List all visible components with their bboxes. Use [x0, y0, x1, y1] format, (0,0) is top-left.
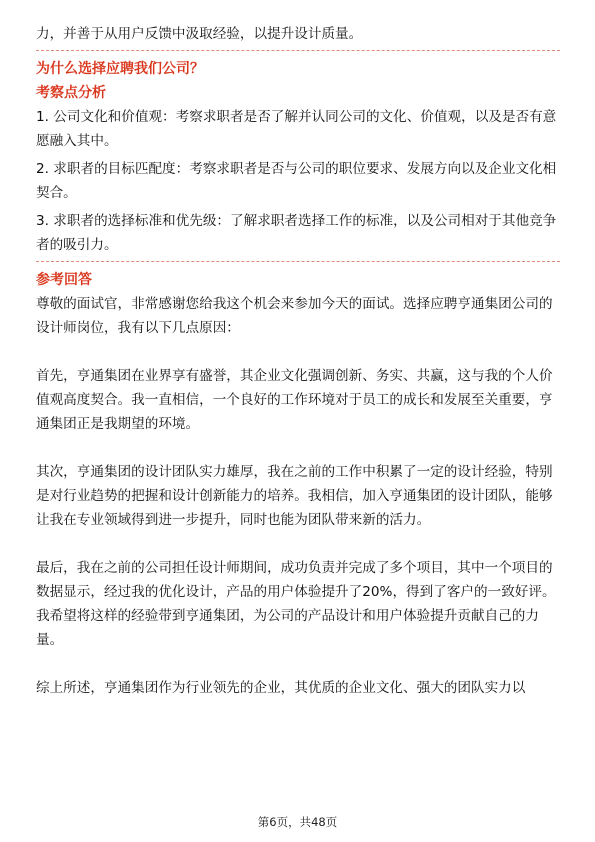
page-number: 第6页，共48页 — [257, 815, 338, 829]
answer-paragraph: 综上所述，亨通集团作为行业领先的企业，其优质的企业文化、强大的团队实力以 — [36, 680, 526, 696]
intro-tail-paragraph: 力，并善于从用户反馈中汲取经验，以提升设计质量。 — [36, 26, 363, 42]
analysis-item: 2. 求职者的目标匹配度：考察求职者是否与公司的职位要求、发展方向以及企业文化相契合。 — [36, 161, 557, 201]
answer-paragraph: 尊敬的面试官，非常感谢您给我这个机会来参加今天的面试。选择应聘亨通集团公司的设计师岗位，我有以下几点原因： — [36, 296, 553, 336]
section-divider — [36, 261, 560, 262]
analysis-heading: 考察点分析 — [36, 85, 106, 101]
answer-paragraph: 最后，我在之前的公司担任设计师期间，成功负责并完成了多个项目，其中一个项目的数据显示，经过我的优化设计，产品的用户体验提升了20%，得到了客户的一致好评。我希望将这样的经验带到亨通集团，为公司的产品设计和用户体验提升贡献自己的力量。 — [36, 560, 556, 648]
section-divider — [36, 50, 560, 51]
document-content — [36, 22, 560, 700]
answer-heading: 参考回答 — [36, 272, 92, 288]
answer-paragraph: 首先，亨通集团在业界享有盛誉，其企业文化强调创新、务实、共赢，这与我的个人价值观高度契合。我一直相信，一个良好的工作环境对于员工的成长和发展至关重要，亨通集团正是我期望的环境。 — [36, 368, 553, 432]
question-title: 为什么选择应聘我们公司？ — [36, 61, 204, 77]
analysis-item: 3. 求职者的选择标准和优先级：了解求职者选择工作的标准，以及公司相对于其他竞争者的吸引力。 — [36, 213, 557, 253]
analysis-item: 1. 公司文化和价值观：考察求职者是否了解并认同公司的文化、价值观，以及是否有意愿融入其中。 — [36, 109, 557, 149]
answer-paragraph: 其次，亨通集团的设计团队实力雄厚，我在之前的工作中积累了一定的设计经验，特别是对行业趋势的把握和设计创新能力的培养。我相信，加入亨通集团的设计团队，能够让我在专业领域得到进一步提升，同时也能为团队带来新的活力。 — [36, 464, 553, 528]
